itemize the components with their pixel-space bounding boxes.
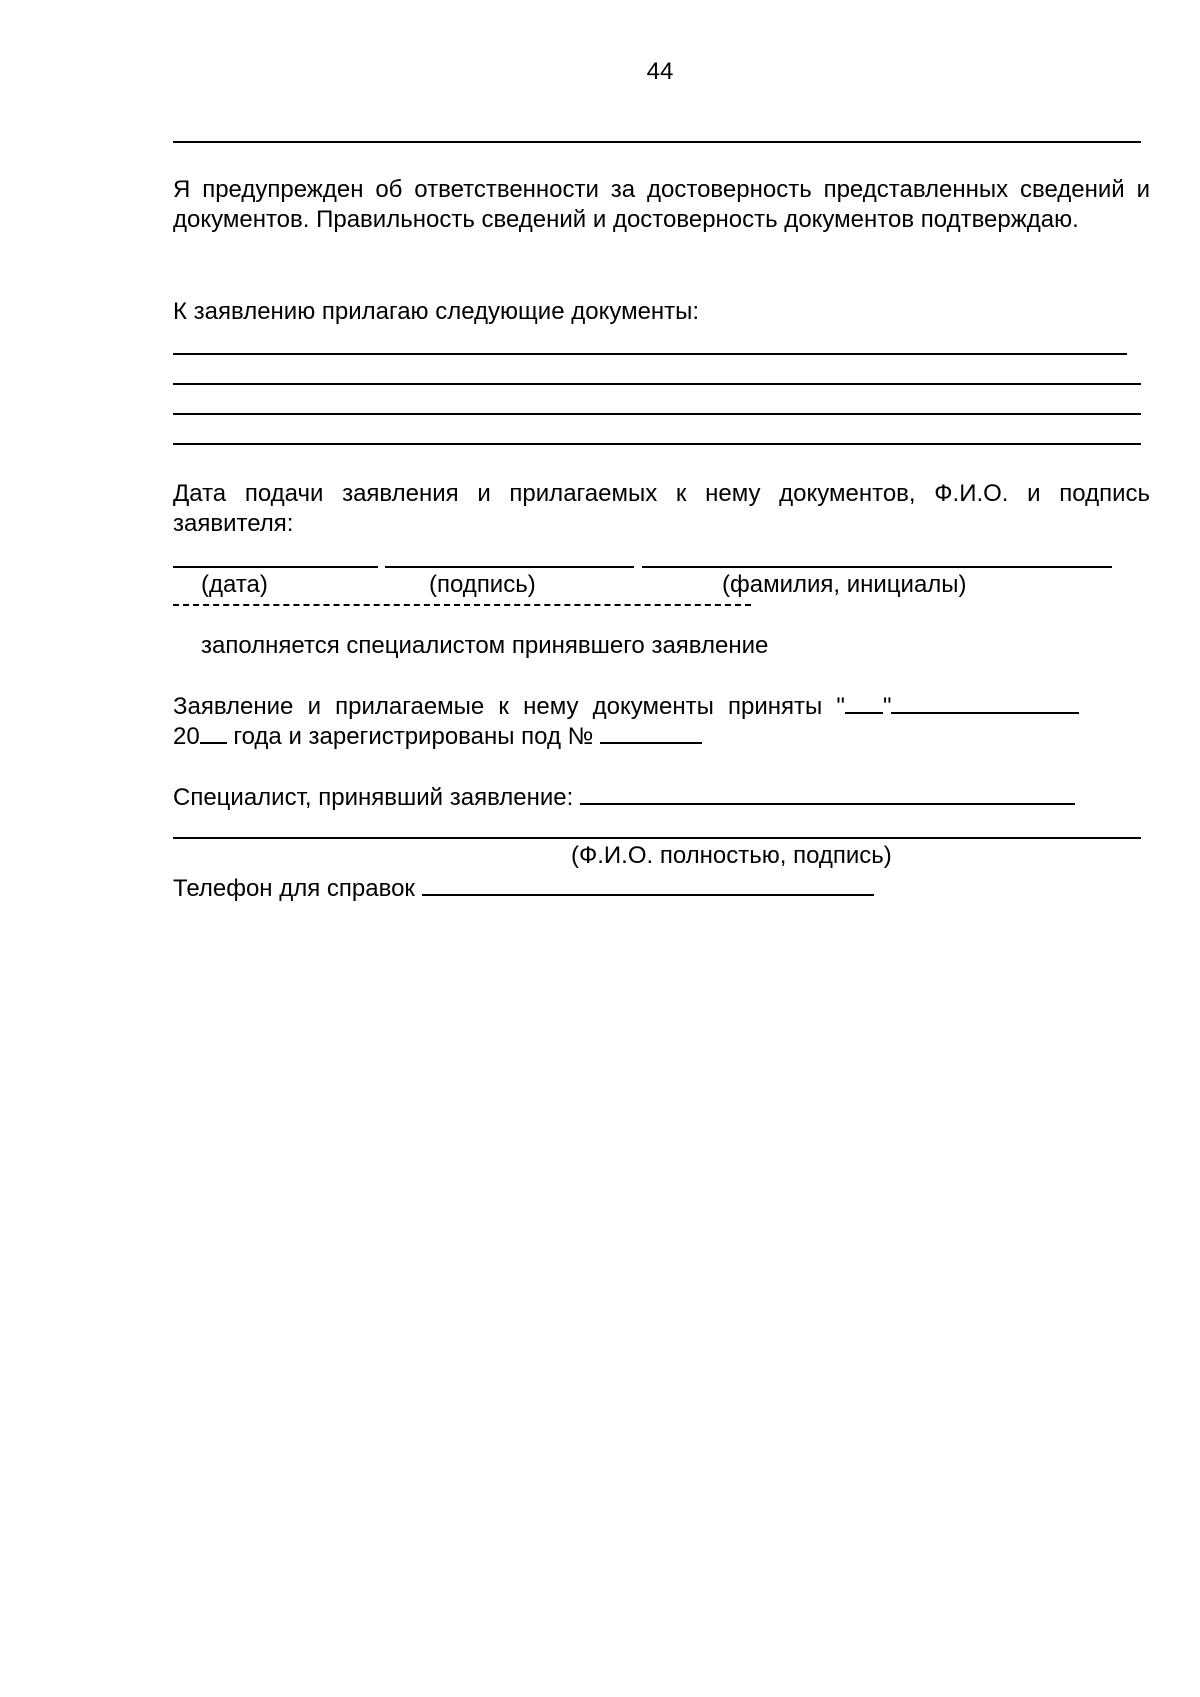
warning-paragraph: Я предупрежден об ответственности за достоверность представленных сведений и документов. Правильность сведений и достоверность документов подтверждаю. [173,176,1150,233]
name-caption: (фамилия, инициалы) [722,571,967,598]
phone-line [173,874,874,904]
page-number: 44 [646,58,674,85]
signature-blank-line[interactable] [385,566,634,568]
specialist-blank-line-2[interactable] [173,837,1141,839]
accepted-line-1 [173,692,1150,722]
phone-label: Телефон для справок [173,875,422,902]
accepted-line-2 [173,722,702,752]
attachments-blank-line-1[interactable] [173,353,1127,355]
name-blank-line[interactable] [642,566,1112,568]
accepted-line-2-prefix: 20 [173,723,200,750]
attachments-blank-line-2[interactable] [173,383,1141,385]
registration-number-blank[interactable] [600,722,702,744]
specialist-section-note: заполняется специалистом принявшего заявление [201,632,769,659]
top-blank-line [173,141,1141,143]
month-blank[interactable] [891,692,1079,714]
accepted-line-2-middle: года и зарегистрированы под № [226,723,601,750]
specialist-label: Специалист, принявший заявление: [173,784,580,811]
date-caption: (дата) [201,571,268,598]
day-blank[interactable] [845,692,883,714]
signature-caption: (подпись) [429,571,536,598]
section-divider [173,604,751,606]
accepted-line-1-quote-close: " [882,693,892,720]
attachments-blank-line-4[interactable] [173,443,1141,445]
submission-paragraph: Дата подачи заявления и прилагаемых к нему документов, Ф.И.О. и подпись заявителя: [173,480,1150,537]
attachments-blank-line-3[interactable] [173,413,1141,415]
attachments-heading: К заявлению прилагаю следующие документы: [173,298,700,325]
year-blank[interactable] [200,722,227,744]
specialist-line [173,783,1075,813]
date-blank-line[interactable] [173,566,378,568]
specialist-blank[interactable] [580,783,1075,805]
phone-blank[interactable] [422,874,874,896]
accepted-line-1-prefix: Заявление и прилагаемые к нему документы приняты " [173,693,845,720]
specialist-caption: (Ф.И.О. полностью, подпись) [571,842,892,869]
